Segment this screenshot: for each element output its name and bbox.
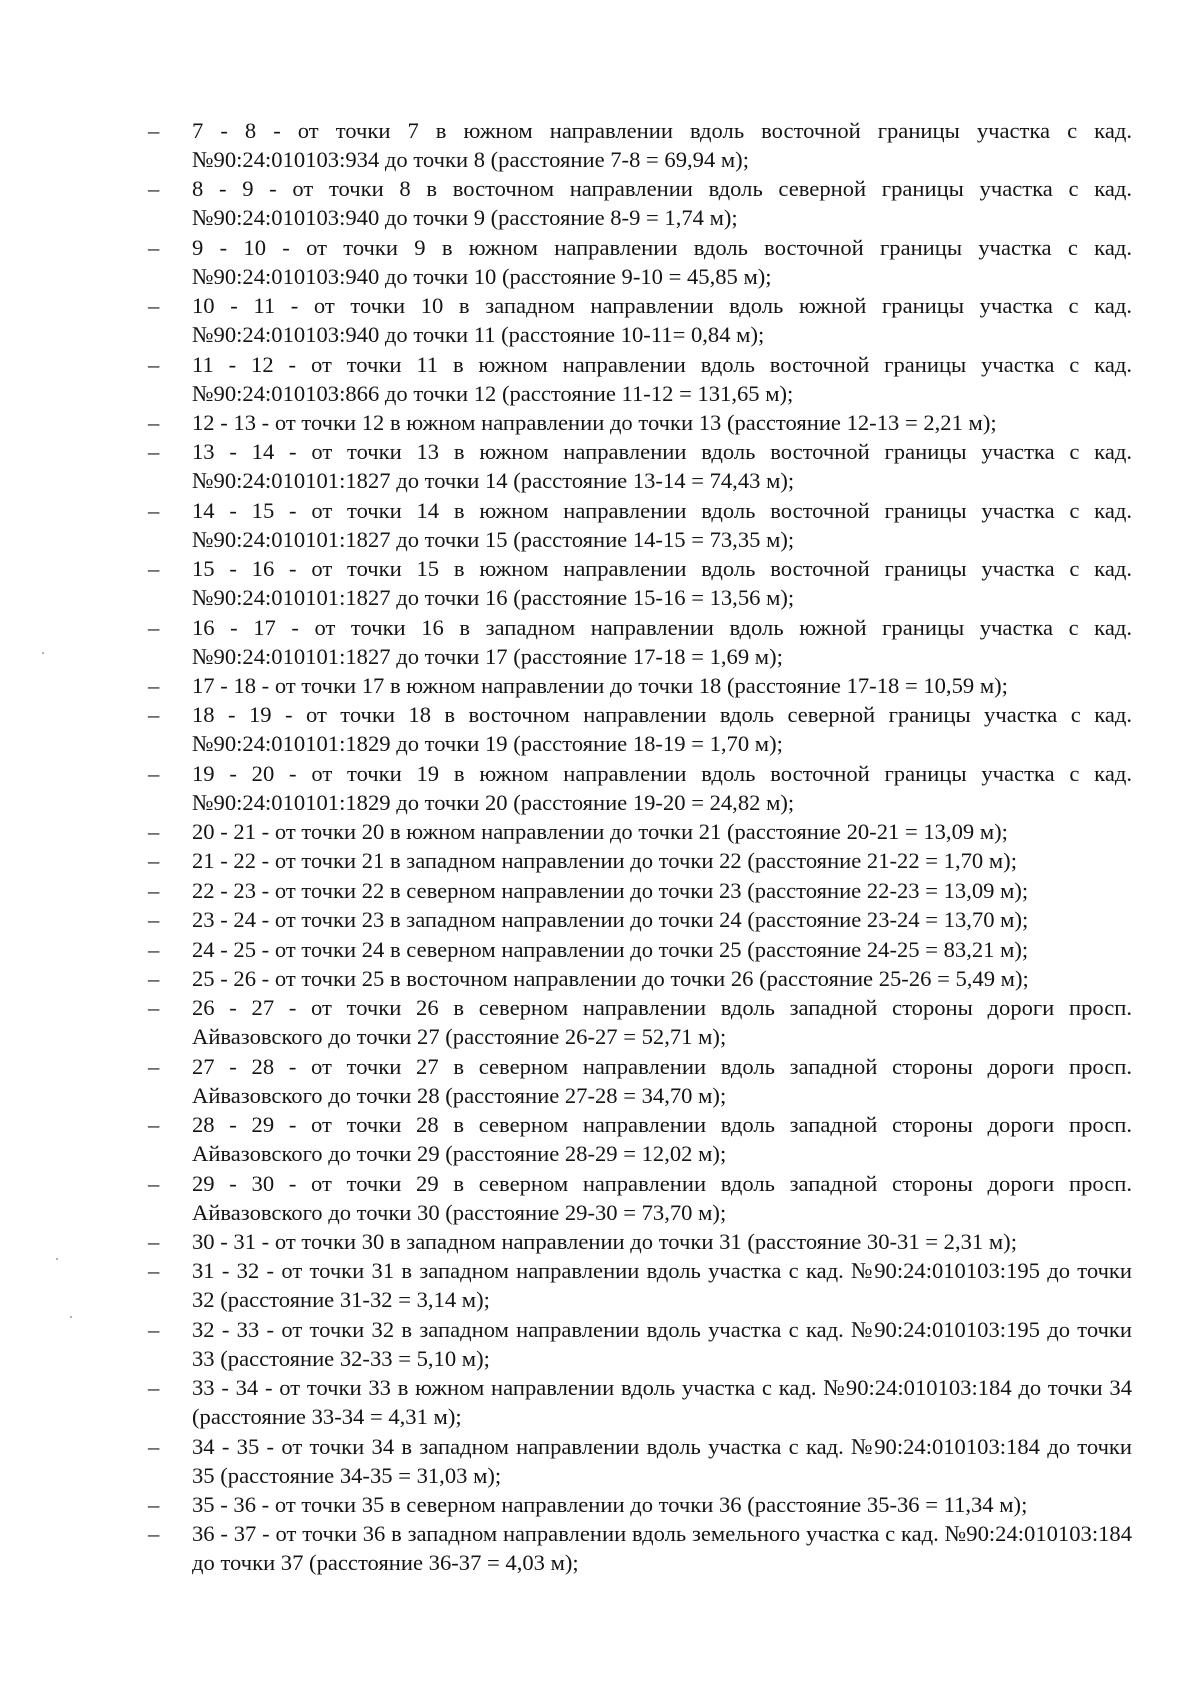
list-item — [148, 1110, 1132, 1168]
segment-description: 7 - 8 - от точки 7 в южном направлении вдоль восточной границы участка с кад. №90:24:010103:934 до точки 8 (расстояние 7-8 = 69,94 м); — [192, 118, 1132, 172]
list-item — [148, 964, 1132, 993]
segment-description: 31 - 32 - от точки 31 в западном направлении вдоль участка с кад. №90:24:010103:195 до точки 32 (расстояние 31-32 = 3,14 м); — [192, 1258, 1132, 1313]
list-item — [148, 671, 1132, 700]
list-dash — [148, 408, 168, 437]
list-item — [148, 700, 1132, 758]
segment-description: 10 - 11 - от точки 10 в западном направлении вдоль южной границы участка с кад. №90:24:010103:940 до точки 11 (расстояние 10-11= 0,84 м); — [192, 293, 1132, 348]
list-item — [148, 1315, 1132, 1373]
list-dash — [148, 174, 168, 203]
list-item — [148, 1256, 1132, 1314]
boundary-segment-list — [148, 116, 1132, 1578]
list-item — [148, 554, 1132, 612]
segment-description: 26 - 27 - от точки 26 в северном направлении вдоль западной стороны дороги просп. Айвазовского до точки 27 (расстояние 26-27 = 52,71 м); — [192, 995, 1132, 1050]
list-dash — [148, 964, 168, 993]
list-item — [148, 613, 1132, 671]
list-item — [148, 993, 1132, 1051]
segment-description: 22 - 23 - от точки 22 в северном направлении до точки 23 (расстояние 22-23 = 13,09 м); — [192, 877, 1029, 903]
segment-description: 23 - 24 - от точки 23 в западном направлении до точки 24 (расстояние 23-24 = 13,70 м); — [192, 907, 1029, 933]
list-item — [148, 1227, 1132, 1256]
list-item — [148, 876, 1132, 905]
list-dash — [148, 291, 168, 320]
list-dash — [148, 1315, 168, 1344]
segment-description: 30 - 31 - от точки 30 в западном направлении до точки 31 (расстояние 30-31 = 2,31 м); — [192, 1228, 1017, 1254]
segment-description: 19 - 20 - от точки 19 в южном направлении вдоль восточной границы участка с кад. №90:24:010101:1829 до точки 20 (расстояние 19-20 = 24,82 м); — [192, 760, 1132, 815]
segment-description: 11 - 12 - от точки 11 в южном направлении вдоль восточной границы участка с кад. №90:24:010103:866 до точки 12 (расстояние 11-12 = 131,65 м); — [192, 351, 1132, 406]
segment-description: 12 - 13 - от точки 12 в южном направлении до точки 13 (расстояние 12-13 = 2,21 м); — [192, 409, 997, 435]
list-item — [148, 1052, 1132, 1110]
segment-description: 28 - 29 - от точки 28 в северном направлении вдоль западной стороны дороги просп. Айвазовского до точки 29 (расстояние 28-29 = 12,02 м); — [192, 1112, 1132, 1167]
list-item — [148, 350, 1132, 408]
list-item — [148, 496, 1132, 554]
list-item — [148, 935, 1132, 964]
list-item — [148, 759, 1132, 817]
scan-speck — [56, 1258, 58, 1260]
list-dash — [148, 700, 168, 729]
list-item — [148, 1169, 1132, 1227]
list-dash — [148, 437, 168, 466]
list-item — [148, 1519, 1132, 1577]
list-dash — [148, 350, 168, 379]
segment-description: 15 - 16 - от точки 15 в южном направлении вдоль восточной границы участка с кад. №90:24:010101:1827 до точки 16 (расстояние 15-16 = 13,56 м); — [192, 556, 1132, 611]
list-dash — [148, 1052, 168, 1081]
segment-description: 25 - 26 - от точки 25 в восточном направлении до точки 26 (расстояние 25-26 = 5,49 м); — [192, 966, 1029, 992]
list-dash — [148, 935, 168, 964]
segment-description: 20 - 21 - от точки 20 в южном направлении до точки 21 (расстояние 20-21 = 13,09 м); — [192, 819, 1008, 845]
list-dash — [148, 1169, 168, 1198]
list-dash — [148, 905, 168, 934]
segment-description: 32 - 33 - от точки 32 в западном направлении вдоль участка с кад. №90:24:010103:195 до точки 33 (расстояние 32-33 = 5,10 м); — [192, 1316, 1132, 1371]
list-item — [148, 291, 1132, 349]
list-item — [148, 846, 1132, 875]
segment-description: 18 - 19 - от точки 18 в восточном направлении вдоль северной границы участка с кад. №90:24:010101:1829 до точки 19 (расстояние 18-19 = 1,70 м); — [192, 702, 1132, 757]
list-dash — [148, 817, 168, 846]
segment-description: 9 - 10 - от точки 9 в южном направлении вдоль восточной границы участка с кад. №90:24:010103:940 до точки 10 (расстояние 9-10 = 45,85 м); — [192, 234, 1132, 289]
segment-description: 36 - 37 - от точки 36 в западном направлении вдоль земельного участка с кад. №90:24:010103:184 до точки 37 (расстояние 36-37 = 4,03 м); — [192, 1521, 1132, 1576]
list-item — [148, 1432, 1132, 1490]
list-dash — [148, 993, 168, 1022]
list-item — [148, 437, 1132, 495]
list-item — [148, 1490, 1132, 1519]
scan-speck — [70, 1316, 72, 1318]
list-item — [148, 817, 1132, 846]
list-dash — [148, 876, 168, 905]
segment-description: 13 - 14 - от точки 13 в южном направлении вдоль восточной границы участка с кад. №90:24:010101:1827 до точки 14 (расстояние 13-14 = 74,43 м); — [192, 439, 1132, 494]
list-dash — [148, 1490, 168, 1519]
list-dash — [148, 1432, 168, 1461]
segment-description: 14 - 15 - от точки 14 в южном направлении вдоль восточной границы участка с кад. №90:24:010101:1827 до точки 15 (расстояние 14-15 = 73,35 м); — [192, 497, 1132, 552]
list-dash — [148, 613, 168, 642]
segment-description: 29 - 30 - от точки 29 в северном направлении вдоль западной стороны дороги просп. Айвазовского до точки 30 (расстояние 29-30 = 73,70 м); — [192, 1170, 1132, 1225]
list-dash — [148, 1519, 168, 1548]
segment-description: 8 - 9 - от точки 8 в восточном направлении вдоль северной границы участка с кад. №90:24:010103:940 до точки 9 (расстояние 8-9 = 1,74 м); — [192, 176, 1132, 231]
list-dash — [148, 1227, 168, 1256]
list-item — [148, 905, 1132, 934]
list-item — [148, 408, 1132, 437]
list-item — [148, 174, 1132, 232]
list-dash — [148, 554, 168, 583]
list-dash — [148, 759, 168, 788]
segment-description: 21 - 22 - от точки 21 в западном направлении до точки 22 (расстояние 21-22 = 1,70 м); — [192, 848, 1017, 874]
segment-description: 16 - 17 - от точки 16 в западном направлении вдоль южной границы участка с кад. №90:24:010101:1827 до точки 17 (расстояние 17-18 = 1,69 м); — [192, 614, 1132, 669]
list-dash — [148, 116, 168, 145]
list-item — [148, 233, 1132, 291]
segment-description: 34 - 35 - от точки 34 в западном направлении вдоль участка с кад. №90:24:010103:184 до точки 35 (расстояние 34-35 = 31,03 м); — [192, 1433, 1132, 1488]
list-dash — [148, 1256, 168, 1285]
list-dash — [148, 671, 168, 700]
segment-description: 33 - 34 - от точки 33 в южном направлении вдоль участка с кад. №90:24:010103:184 до точки 34 (расстояние 33-34 = 4,31 м); — [192, 1375, 1132, 1430]
list-dash — [148, 233, 168, 262]
list-item — [148, 1373, 1132, 1431]
segment-description: 27 - 28 - от точки 27 в северном направлении вдоль западной стороны дороги просп. Айвазовского до точки 28 (расстояние 27-28 = 34,70 м); — [192, 1053, 1132, 1108]
list-dash — [148, 1110, 168, 1139]
list-dash — [148, 496, 168, 525]
list-dash — [148, 846, 168, 875]
segment-description: 24 - 25 - от точки 24 в северном направлении до точки 25 (расстояние 24-25 = 83,21 м); — [192, 936, 1029, 962]
scan-speck — [42, 652, 44, 654]
list-dash — [148, 1373, 168, 1402]
list-item — [148, 116, 1132, 174]
segment-description: 17 - 18 - от точки 17 в южном направлении до точки 18 (расстояние 17-18 = 10,59 м); — [192, 672, 1008, 698]
segment-description: 35 - 36 - от точки 35 в северном направлении до точки 36 (расстояние 35-36 = 11,34 м); — [192, 1491, 1028, 1517]
